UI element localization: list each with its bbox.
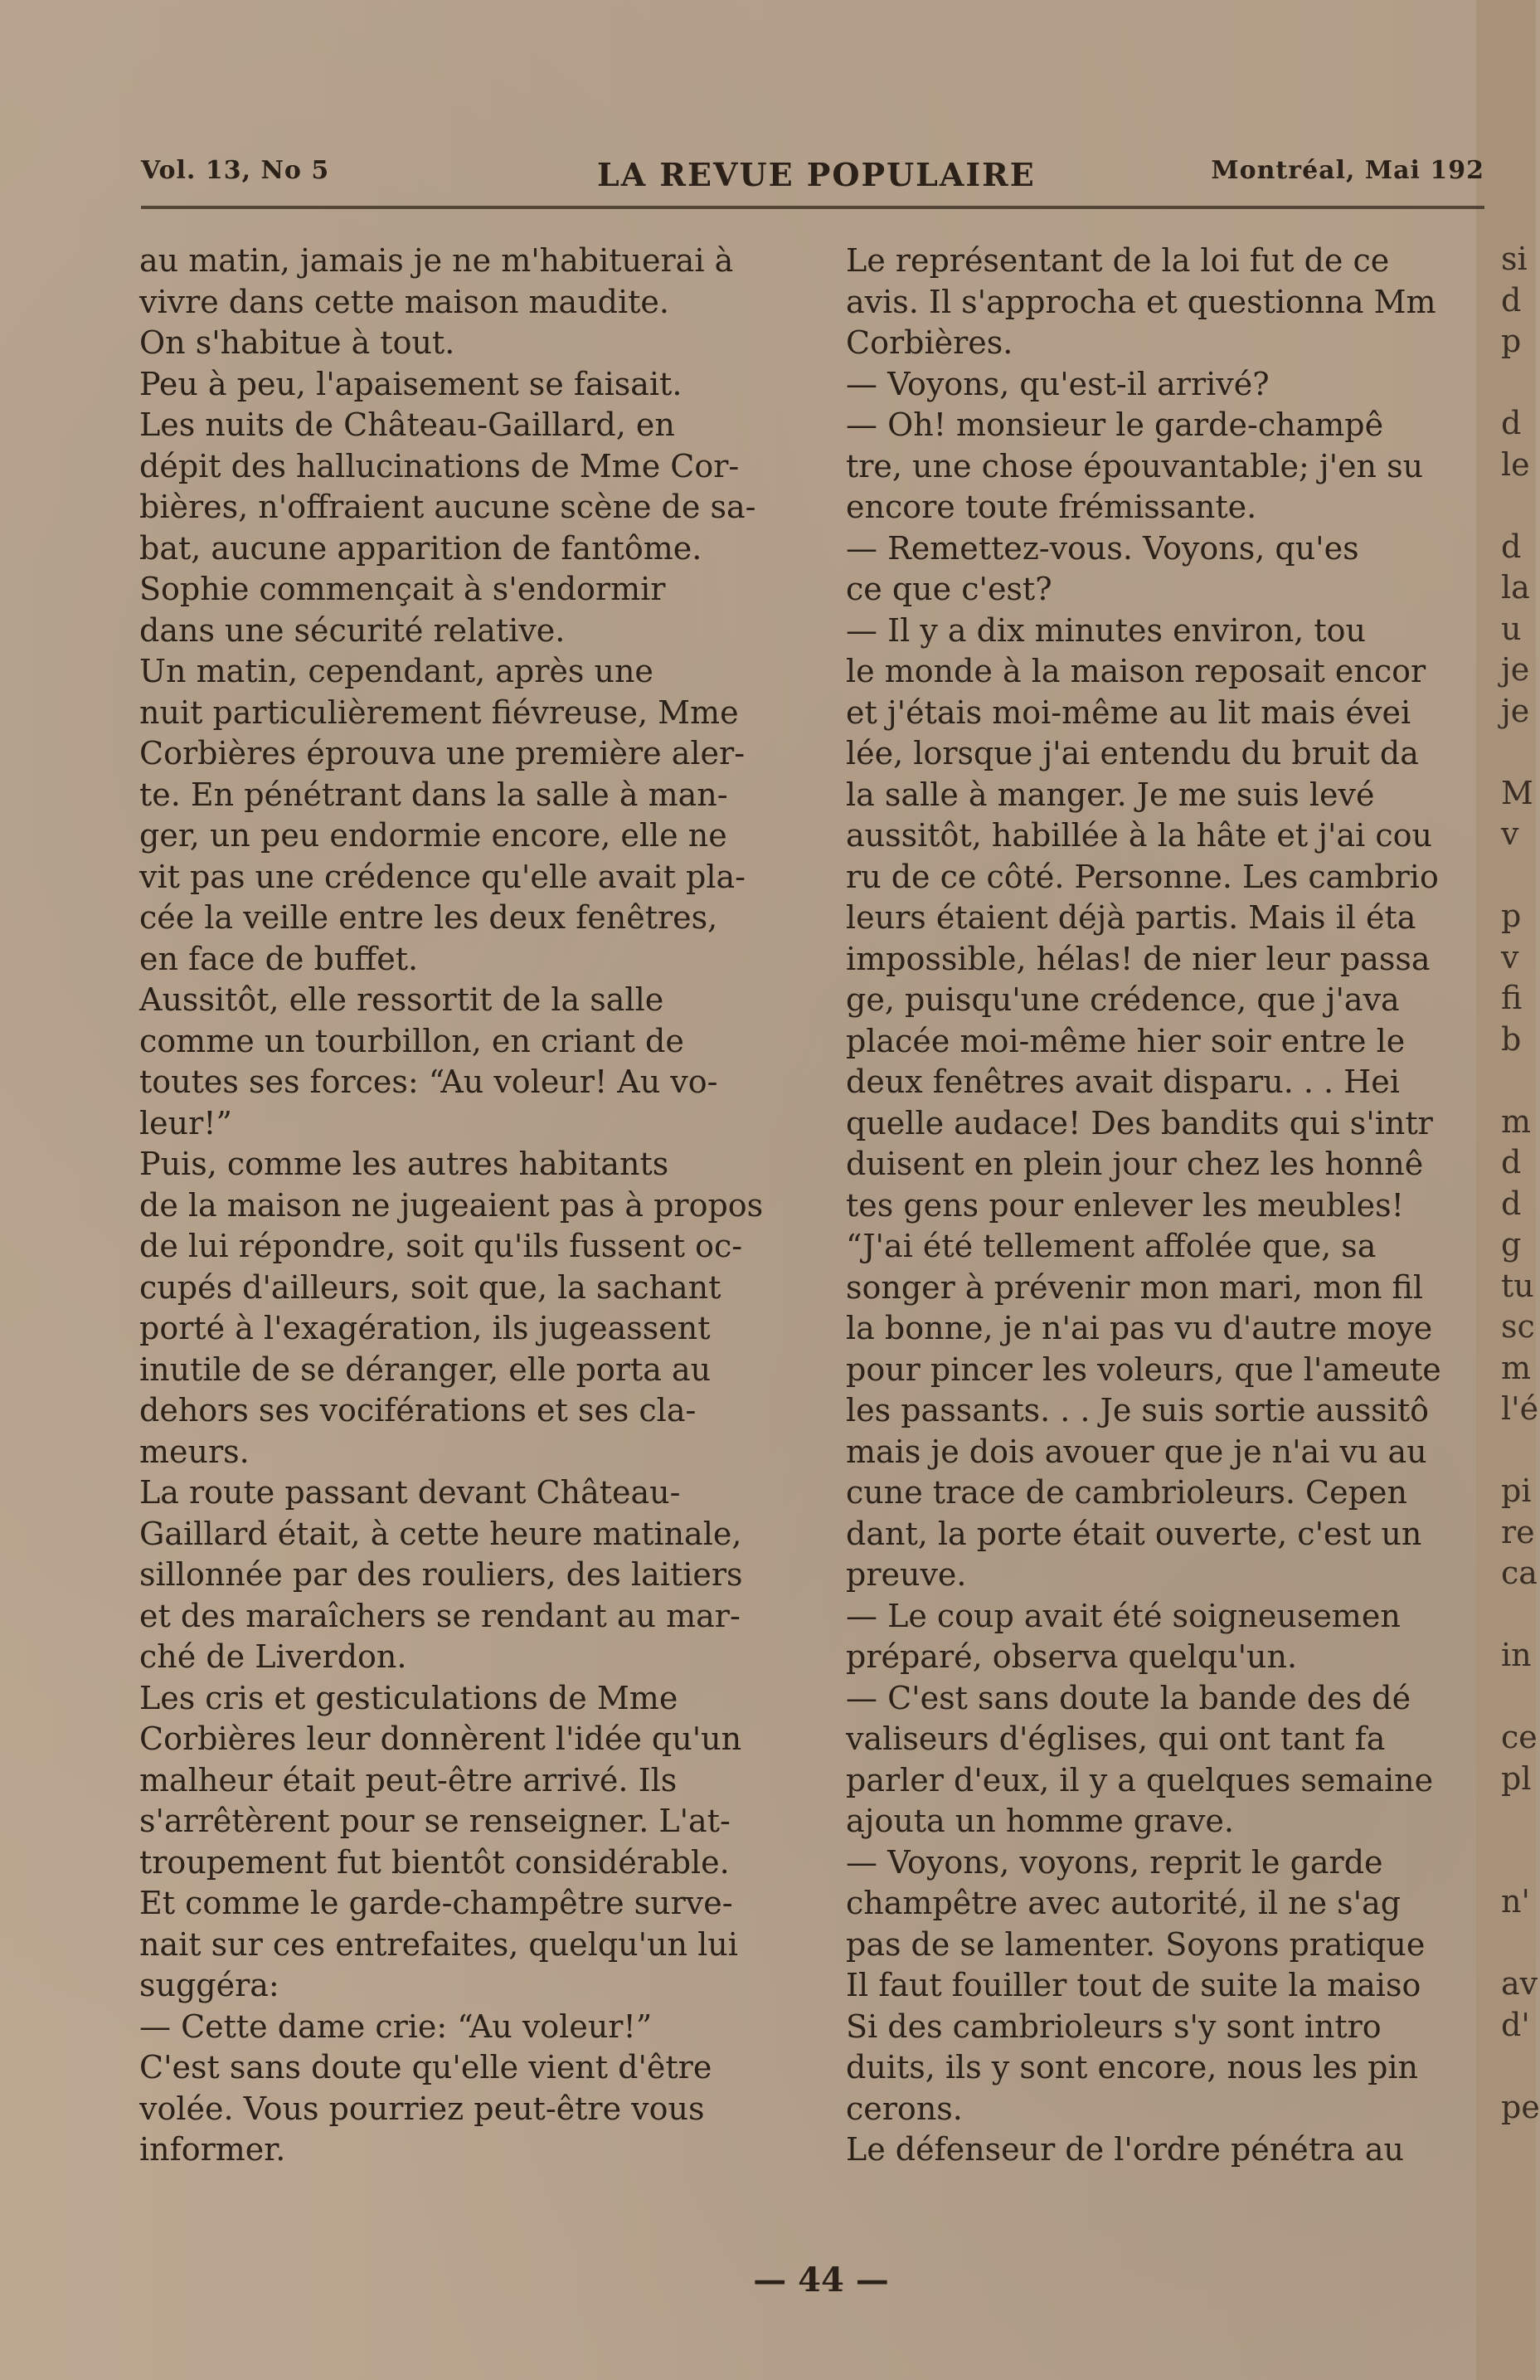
text-line: inutile de se déranger, elle porta au (139, 1351, 712, 1388)
edge-text-fragment: d (1501, 1144, 1522, 1180)
text-line: dépit des hallucinations de Mme Cor- (139, 447, 740, 484)
text-line: — Il y a dix minutes environ, tou (846, 611, 1366, 649)
text-line: Sophie commençait à s'endormir (139, 571, 666, 607)
edge-text-fragment: p (1501, 898, 1522, 934)
text-line: porté à l'exagération, ils jugeassent (139, 1310, 711, 1346)
text-line: nait sur ces entrefaites, quelqu'un lui (139, 1925, 738, 1963)
text-line: — Le coup avait été soigneusemen (846, 1597, 1401, 1634)
edge-text-fragment: ca (1501, 1555, 1538, 1591)
text-line: cée la veille entre les deux fenêtres, (139, 899, 718, 936)
text-line: — Cette dame crie: “Au voleur!” (139, 2008, 653, 2045)
edge-text-fragment: d (1501, 281, 1522, 319)
place-date: Montréal, Mai 192 (1211, 156, 1484, 185)
text-line: Les cris et gesticulations de Mme (139, 1679, 678, 1716)
edge-text-fragment: tu (1501, 1267, 1534, 1304)
text-line: sillonnée par des rouliers, des laitiers (139, 1556, 743, 1593)
text-line: duisent en plein jour chez les honnê (846, 1146, 1424, 1182)
edge-text-fragment: m (1501, 1102, 1532, 1140)
text-line: placée moi-même hier soir entre le (846, 1022, 1406, 1059)
text-line: toutes ses forces: “Au voleur! Au vo- (139, 1063, 718, 1100)
text-line: cune trace de cambrioleurs. Cepen (846, 1474, 1407, 1511)
text-line: duits, ils y sont encore, nous les pin (846, 2049, 1419, 2086)
edge-text-fragment: si (1501, 241, 1528, 277)
edge-text-fragment: n' (1501, 1883, 1530, 1920)
text-line: ajouta un homme grave. (846, 1803, 1234, 1839)
text-line: et des maraîchers se rendant au mar- (139, 1597, 741, 1634)
text-line: ger, un peu endormie encore, elle ne (139, 817, 727, 854)
edge-text-fragment: v (1501, 938, 1519, 976)
magazine-title: LA REVUE POPULAIRE (597, 156, 1036, 193)
edge-text-fragment: fi (1501, 980, 1523, 1016)
text-line: Il faut fouiller tout de suite la maiso (846, 1967, 1421, 2003)
page-header (141, 149, 1484, 199)
text-line: bières, n'offraient aucune scène de sa- (139, 489, 756, 525)
edge-text-fragment: m (1501, 1349, 1532, 1386)
edge-text-fragment: g (1501, 1226, 1522, 1263)
edge-text-fragment: d (1501, 405, 1522, 441)
text-line: Et comme le garde-champêtre surve- (139, 1885, 733, 1921)
edge-text-fragment: d' (1501, 2006, 1530, 2043)
text-line: dant, la porte était ouverte, c'est un (846, 1515, 1422, 1552)
edge-text-fragment: je (1501, 651, 1530, 688)
text-line: la salle à manger. Je me suis levé (846, 776, 1375, 813)
edge-text-fragment: pe (1501, 2088, 1540, 2125)
text-line: Corbières éprouva une première aler- (139, 735, 746, 771)
text-line: vit pas une crédence qu'elle avait pla- (139, 858, 746, 895)
text-line: Puis, comme les autres habitants (139, 1146, 669, 1182)
text-line: — C'est sans doute la bande des dé (846, 1679, 1411, 1716)
text-line: Si des cambrioleurs s'y sont intro (846, 2008, 1382, 2045)
text-line: songer à prévenir mon mari, mon fil (846, 1268, 1424, 1306)
text-line: impossible, hélas! de nier leur passa (846, 940, 1431, 977)
text-line: aussitôt, habillée à la hâte et j'ai cou (846, 817, 1433, 854)
text-line: Peu à peu, l'apaisement se faisait. (139, 365, 683, 402)
edge-text-fragment: M (1501, 774, 1533, 811)
text-line: vivre dans cette maison maudite. (139, 283, 669, 320)
text-line: — Oh! monsieur le garde-champê (846, 406, 1384, 443)
text-line: volée. Vous pourriez peut-être vous (139, 2090, 705, 2127)
text-line: quelle audace! Des bandits qui s'intr (846, 1104, 1433, 1141)
text-line: s'arrêtèrent pour se renseigner. L'at- (139, 1803, 731, 1839)
text-line: Les nuits de Château-Gaillard, en (139, 406, 675, 443)
text-line: troupement fut bientôt considérable. (139, 1843, 730, 1881)
text-line: comme un tourbillon, en criant de (139, 1022, 684, 1059)
text-line: — Remettez-vous. Voyons, qu'es (846, 529, 1359, 567)
text-line: au matin, jamais je ne m'habituerai à (139, 242, 734, 279)
text-line: mais je dois avouer que je n'ai vu au (846, 1433, 1427, 1470)
text-line: Le défenseur de l'ordre pénétra au (846, 2131, 1405, 2168)
edge-text-fragment: d (1501, 1185, 1522, 1222)
text-line: cupés d'ailleurs, soit que, la sachant (139, 1268, 721, 1306)
text-line: bat, aucune apparition de fantôme. (139, 529, 702, 567)
text-line: ché de Liverdon. (139, 1638, 407, 1675)
text-line: ce que c'est? (846, 571, 1052, 607)
text-line: cerons. (846, 2090, 963, 2127)
edge-text-fragment: l'é (1501, 1390, 1539, 1427)
text-line: encore toute frémissante. (846, 489, 1257, 525)
text-line: pour pincer les voleurs, que l'ameute (846, 1351, 1441, 1388)
text-line: ru de ce côté. Personne. Les cambrio (846, 858, 1439, 895)
text-line: tre, une chose épouvantable; j'en su (846, 447, 1424, 484)
text-line: leur!” (139, 1104, 232, 1141)
text-line: malheur était peut-être arrivé. Ils (139, 1761, 678, 1798)
text-line: Le représentant de la loi fut de ce (846, 242, 1390, 279)
text-line: le monde à la maison reposait encor (846, 653, 1426, 689)
text-line: avis. Il s'approcha et questionna Mm (846, 283, 1436, 320)
text-line: la bonne, je n'ai pas vu d'autre moye (846, 1310, 1433, 1346)
text-line: de lui répondre, soit qu'ils fussent oc- (139, 1228, 743, 1264)
text-line: les passants. . . Je suis sortie aussitô (846, 1392, 1430, 1428)
text-line: en face de buffet. (139, 940, 419, 977)
edge-text-fragment: pi (1501, 1472, 1532, 1509)
text-line: et j'étais moi-même au lit mais évei (846, 694, 1411, 731)
text-line: informer. (139, 2131, 286, 2168)
edge-text-fragment: in (1501, 1637, 1532, 1673)
edge-text-fragment: b (1501, 1020, 1522, 1058)
text-line: preuve. (846, 1556, 967, 1593)
edge-text-fragment: sc (1501, 1308, 1535, 1345)
text-line: te. En pénétrant dans la salle à man- (139, 776, 728, 813)
edge-text-fragment: ce (1501, 1719, 1538, 1755)
edge-text-fragment: av (1501, 1965, 1538, 2002)
text-line: de la maison ne jugeaient pas à propos (139, 1186, 764, 1224)
edge-text-fragment: u (1501, 610, 1522, 647)
right-column (846, 241, 1501, 2171)
text-line: Aussitôt, elle ressortit de la salle (139, 981, 664, 1018)
text-line: valiseurs d'églises, qui ont tant fa (846, 1721, 1386, 1757)
text-line: Gaillard était, à cette heure matinale, (139, 1515, 742, 1552)
text-line: meurs. (139, 1433, 250, 1470)
text-line: suggéra: (139, 1967, 279, 2003)
text-line: nuit particulièrement fiévreuse, Mme (139, 694, 739, 731)
text-line: pas de se lamenter. Soyons pratique (846, 1925, 1426, 1963)
edge-text-fragment: re (1501, 1513, 1535, 1550)
text-line: Un matin, cependant, après une (139, 653, 653, 689)
text-line: préparé, observa quelqu'un. (846, 1638, 1298, 1675)
text-line: La route passant devant Château- (139, 1474, 681, 1511)
text-line: leurs étaient déjà partis. Mais il éta (846, 899, 1416, 936)
edge-text-fragment: v (1501, 815, 1519, 852)
header-rule (141, 206, 1484, 209)
text-line: dans une sécurité relative. (139, 611, 566, 649)
page-number: — 44 — (753, 2261, 889, 2300)
edge-text-fragment: le (1501, 445, 1530, 483)
text-line: tes gens pour enlever les meubles! (846, 1186, 1404, 1224)
edge-text-fragment: pl (1501, 1759, 1532, 1797)
text-line: On s'habitue à tout. (139, 324, 455, 361)
text-line: Corbières leur donnèrent l'idée qu'un (139, 1721, 742, 1757)
text-line: dehors ses vociférations et ses cla- (139, 1392, 697, 1428)
text-line: parler d'eux, il y a quelques semaine (846, 1761, 1434, 1798)
text-line: deux fenêtres avait disparu. . . Hei (846, 1063, 1400, 1100)
text-line: champêtre avec autorité, il ne s'ag (846, 1885, 1402, 1921)
text-line: Corbières. (846, 324, 1013, 361)
edge-text-fragment: la (1501, 569, 1530, 606)
text-line: C'est sans doute qu'elle vient d'être (139, 2049, 712, 2086)
text-line: — Voyons, qu'est-il arrivé? (846, 365, 1270, 402)
left-column (139, 241, 815, 2171)
text-line: lée, lorsque j'ai entendu du bruit da (846, 735, 1419, 771)
text-line: “J'ai été tellement affolée que, sa (846, 1228, 1377, 1264)
edge-text-fragment: p (1501, 323, 1522, 359)
text-line: ge, puisqu'une crédence, que j'ava (846, 981, 1400, 1018)
volume-number: Vol. 13, No 5 (141, 156, 330, 185)
text-line: — Voyons, voyons, reprit le garde (846, 1843, 1383, 1881)
edge-text-fragment: je (1501, 692, 1530, 729)
edge-text-fragment: d (1501, 528, 1522, 565)
